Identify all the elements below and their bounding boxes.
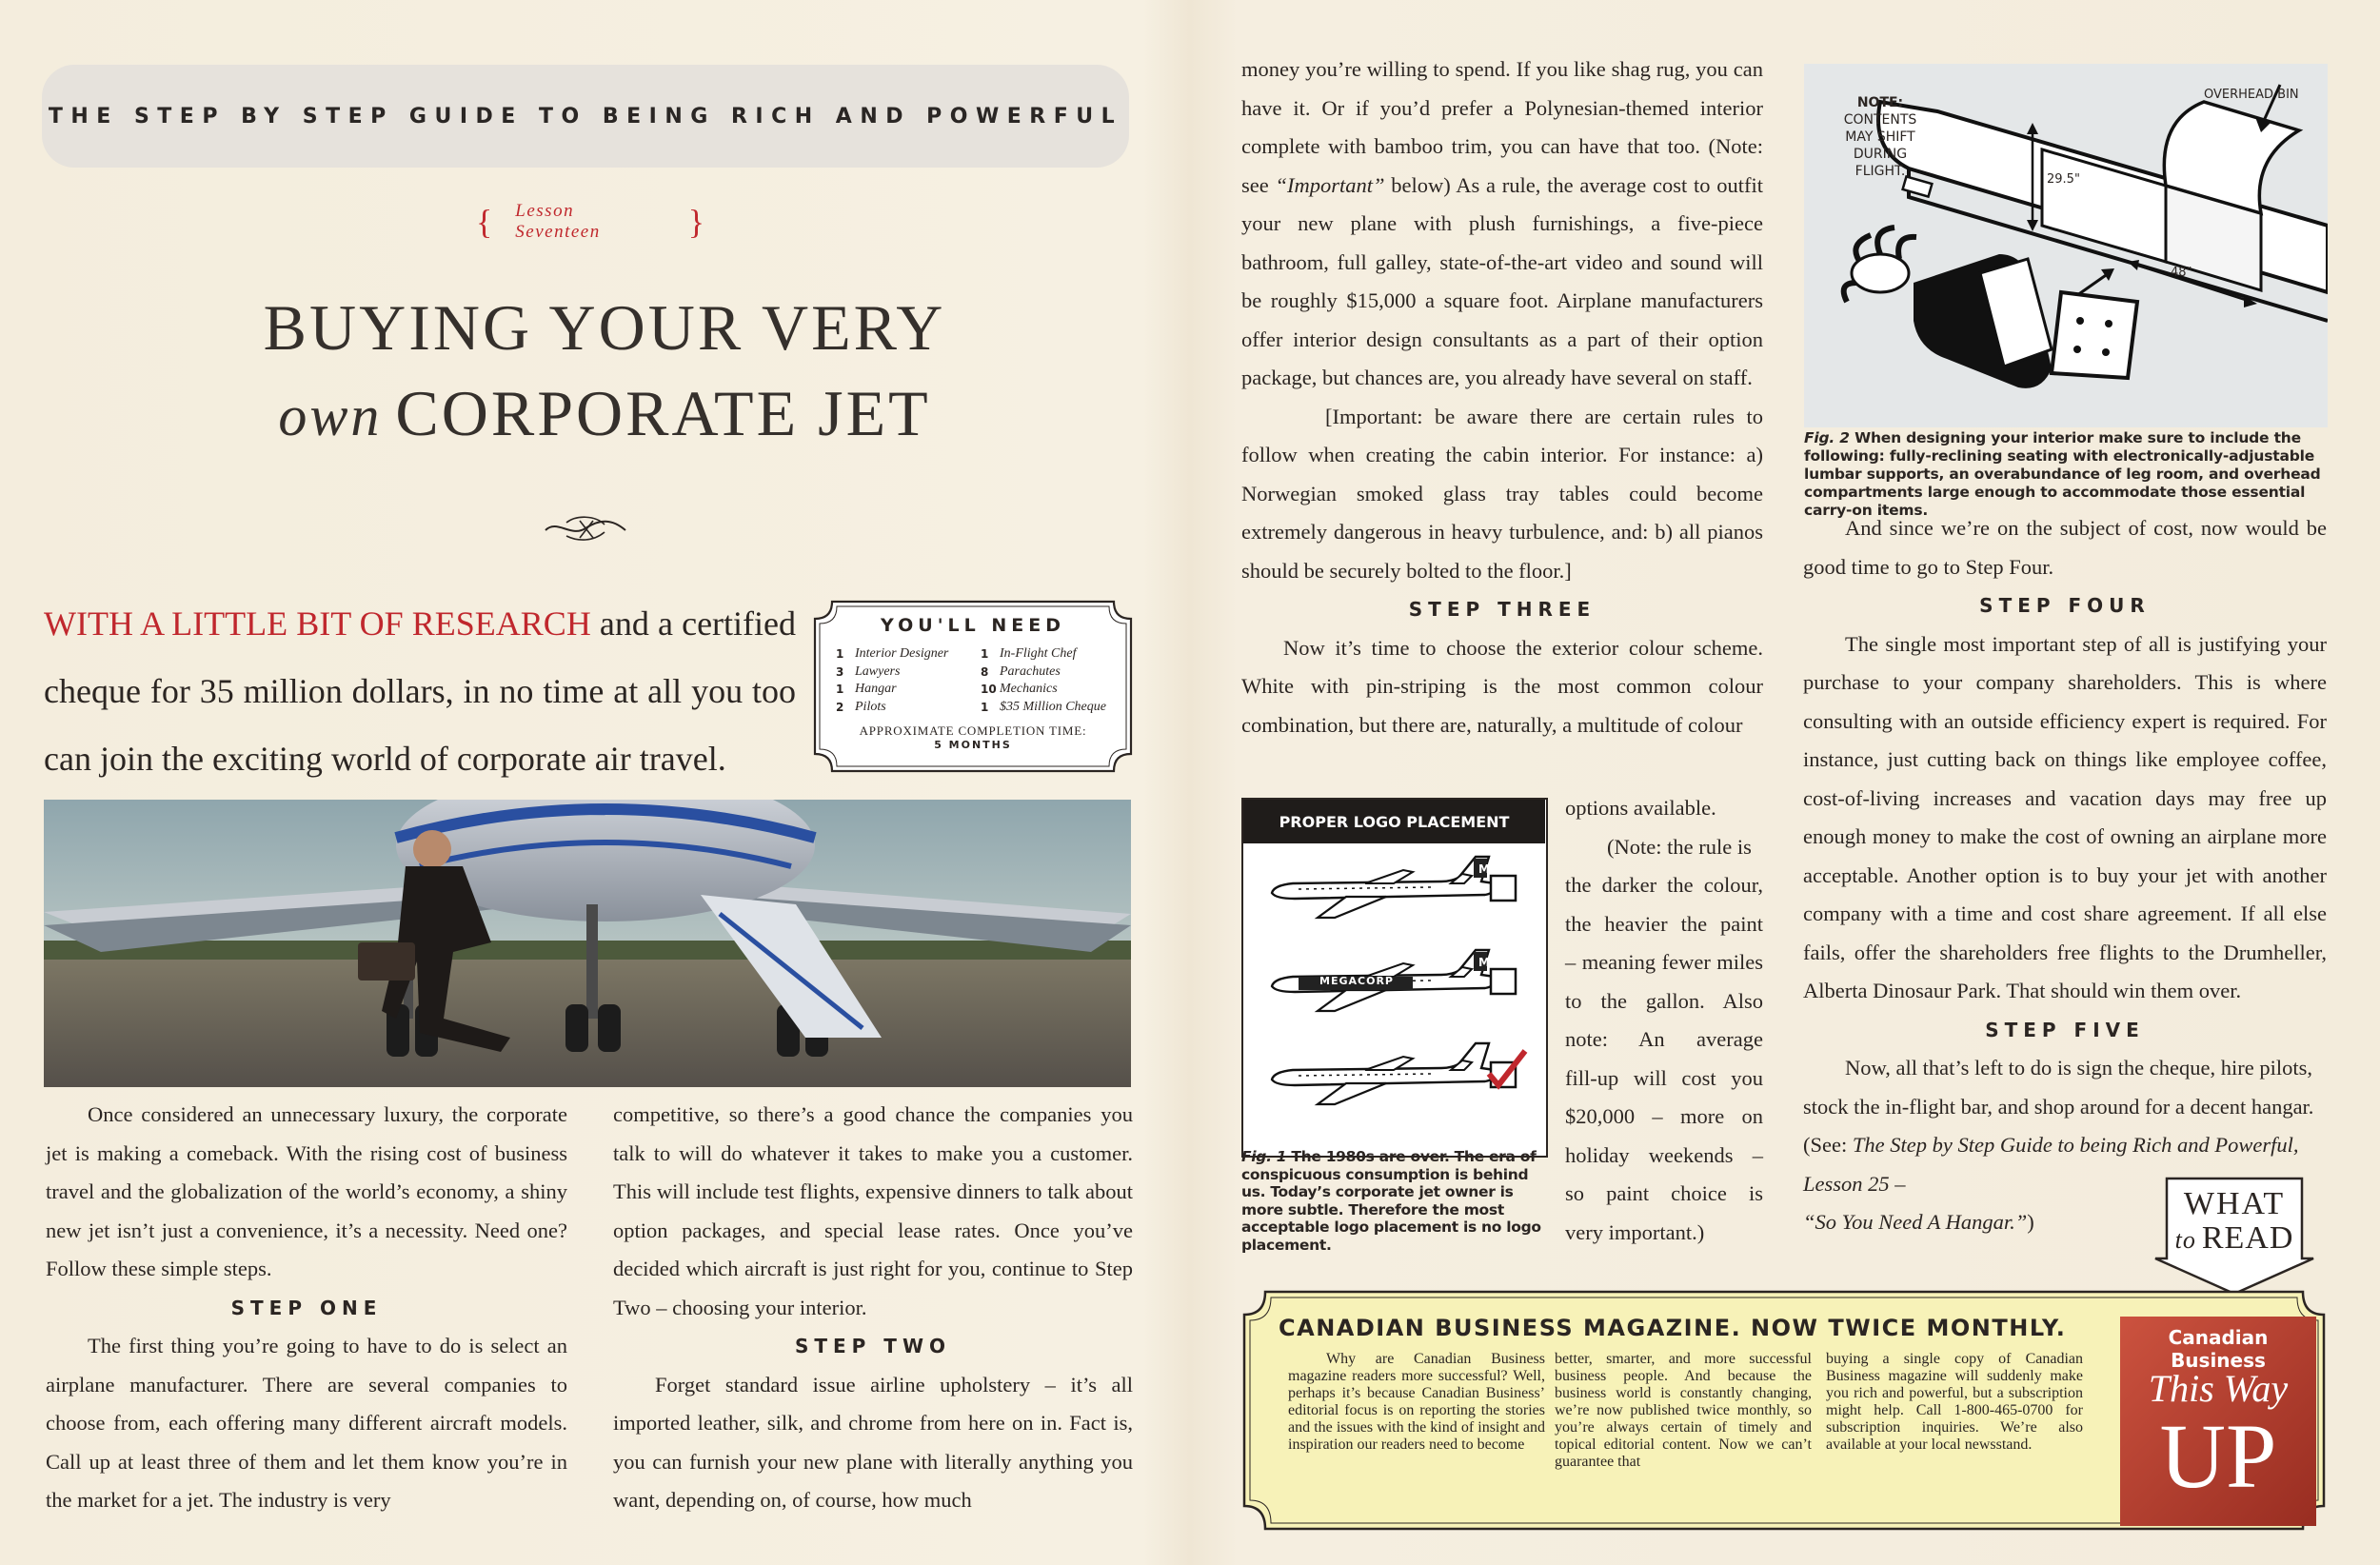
list-item: 1 Interior Designer — [836, 646, 949, 661]
what-text: WHAT — [2183, 1186, 2286, 1221]
text-line: options available. — [1565, 796, 1716, 820]
list-item: 10 Mechanics — [981, 682, 1058, 696]
youll-need-left-list — [836, 645, 948, 716]
step-two-heading: STEP TWO — [794, 1335, 952, 1357]
paragraph: Now it’s time to choose the exterior colour scheme. White with pin-striping is the most common colour combination, but there are, naturally, a multitude of colour — [1241, 635, 1763, 737]
paragraph: Once considered an unnecessary luxury, the corporate jet is making a comeback. With the rising cost of business travel and the globalization of the world’s economy, a shiny new jet isn’t just a convenience, it’s a necessity. Need one? Follow these simple steps. — [46, 1102, 567, 1280]
text-line: note: An average — [1565, 1027, 1763, 1051]
article-column-4 — [1803, 509, 2327, 1242]
fig2-caption: Fig. 2 When designing your interior make sure to include the following: fully-reclining seating with electronically-adjustable lumbar supports, an overabundance of leg room, and overhead compartments large enough to accommodate those essential carry-on items. — [1804, 429, 2321, 519]
canadian-business-ad — [1240, 1288, 2328, 1533]
list-item: 8 Parachutes — [981, 664, 1061, 679]
ad-column-1: Why are Canadian Business magazine readers more successful? Well, perhaps it’s because Canadian Business’ editorial focus is on reporting the stories and the issues with the kind of insight and inspiration our readers need to become — [1288, 1351, 1545, 1453]
completion-value: 5 MONTHS — [934, 739, 1012, 751]
paragraph: Now, all that’s left to do is sign the cheque, hire pilots, stock the in-flight bar, and shop around for a decent hangar. (See: The Step by Step Guide to being Rich and Powerful, Lesson 25 – “So You Need A Hangar.”) — [1803, 1056, 2314, 1234]
cover-brand: Canadian Business — [2168, 1326, 2269, 1372]
ad-column-3: buying a single copy of Canadian Business magazine will suddenly make you rich and powerful, but a subscription might help. Call 1-800-465-0700 for subscription inquiries. We’re also available at your local newsstand. — [1826, 1351, 2083, 1453]
text-line: very important.) — [1565, 1219, 1705, 1244]
cover-line-1: This Way — [2148, 1367, 2289, 1410]
fig2-note: NOTE: CONTENTS MAY SHIFT DURING FLIGHT. — [1843, 95, 1917, 179]
read-text: to READ — [2174, 1220, 2294, 1256]
magazine-cover — [2120, 1317, 2316, 1526]
text-line: holiday weekends – — [1565, 1142, 1763, 1167]
ad-headline: CANADIAN BUSINESS MAGAZINE. NOW TWICE MONTHLY. — [1279, 1315, 2067, 1341]
step-one-heading: STEP ONE — [230, 1296, 383, 1319]
intro-paragraph — [44, 590, 796, 793]
intro-lead: WITH A LITTLE BIT OF RESEARCH — [44, 604, 591, 643]
text-line: fill-up will cost you — [1565, 1065, 1763, 1090]
left-brace-icon: { — [476, 203, 493, 241]
text-line: so paint choice is — [1565, 1181, 1763, 1205]
paragraph: Forget standard issue airline upholstery – it’s all imported leather, silk, and chrome from here on in. Fact is, you can furnish your new plane with literally anything you want, depending on, of course, how much — [613, 1372, 1133, 1512]
list-item: 2 Pilots — [836, 699, 886, 714]
logo-placement-figure — [1241, 798, 1548, 1158]
lesson-label — [476, 200, 704, 244]
headline-line-2 — [57, 376, 1152, 451]
tail-logo-letter: M — [1478, 862, 1490, 876]
completion-label: APPROXIMATE COMPLETION TIME: — [859, 723, 1087, 738]
plane-no-logo — [1272, 1043, 1495, 1104]
tail-logo-letter: M — [1478, 956, 1490, 969]
youll-need-right-list — [981, 645, 1106, 716]
ornament-flourish-icon — [538, 509, 633, 547]
paragraph: The single most important step of all is justifying your purchase to your company shareholders. This is where consulting with an outside efficiency expert is required. For instance, just cutting back on things like employee coffee, cost-of-living increases and vacation days may free up enough money to make the cost of owning an airplane more acceptable. Another option is to buy your jet with another company with a time and cost share agreement. If all else fails, offer the shareholders free flights to the Drumheller, Alberta Dinosaur Park. That should win them over. — [1803, 631, 2327, 1002]
article-column-2 — [613, 1096, 1133, 1520]
lesson-text: Lesson Seventeen — [515, 201, 601, 242]
option-checkbox — [1491, 969, 1516, 994]
height-dimension: 29.5" — [2047, 172, 2080, 187]
fuselage-logo-text: MEGACORP — [1319, 975, 1394, 987]
jet-photo — [44, 800, 1131, 1087]
text-line: the darker the colour, — [1565, 873, 1763, 897]
headline-line-1: BUYING YOUR VERY — [263, 291, 946, 364]
step-four-heading: STEP FOUR — [1979, 594, 2151, 617]
youll-need-box — [811, 598, 1135, 775]
youll-need-heading: YOU'LL NEED — [881, 615, 1065, 636]
article-column-1 — [46, 1096, 567, 1520]
overhead-bin-illustration — [1804, 64, 2328, 427]
intro-rest: and a certified cheque for 35 million dollars, in no time at all you too can join the exciting world of corporate air travel. — [44, 604, 797, 778]
what-to-read-arrow — [2153, 1177, 2315, 1296]
fig1-caption: Fig. 1 The 1980s are over. The era of conspicuous consumption is behind us. Today’s corporate jet owner is more subtle. Therefore the most acceptable logo placement is no logo placement. — [1241, 1148, 1541, 1254]
text-line: $20,000 – more on — [1565, 1104, 1763, 1128]
right-brace-icon: } — [687, 203, 705, 241]
list-item: 3 Lawyers — [836, 664, 901, 679]
headline-own: own — [278, 385, 383, 447]
plane-tail-logo — [1272, 857, 1495, 918]
paragraph: money you’re willing to spend. If you like shag rug, you can have it. Or if you’d prefer a Polynesian-themed interior complete with bamboo trim, you can have that too. (Note: see “Important” below) As a rule, the average cost to outfit your new plane with plush furnishings, a five-piece bathroom, full galley, state-of-the-art video and sound will be roughly $15,000 a square foot. Airplane manufacturers offer interior design consultants as a part of their option package, but chances are, you already have several on staff. — [1241, 57, 1763, 389]
text-line: (Note: the rule is — [1607, 834, 1752, 859]
fig1-header: PROPER LOGO PLACEMENT — [1243, 800, 1545, 843]
completion-time — [811, 723, 1135, 752]
text-line: the heavier the paint — [1565, 911, 1763, 936]
option-checkbox — [1491, 876, 1516, 901]
paragraph: The first thing you’re going to have to do is select an airplane manufacturer. There are several companies to choose from, each offering many different aircraft models. Call up at least three of them and let them know you’re in the market for a jet. The industry is very — [46, 1334, 567, 1512]
list-item: 1 In-Flight Chef — [981, 646, 1077, 661]
headline-line-2-rest: CORPORATE JET — [395, 377, 931, 449]
list-item: 1 Hangar — [836, 682, 897, 696]
paragraph-important: [Important: be aware there are certain rules to follow when creating the cabin interior. For instance: a) Norwegian smoked glass tray tables could become extremely dangerous in heavy turbulence, and: b) all pianos should be securely bolted to the floor.] — [1241, 404, 1763, 583]
article-column-3-side — [1565, 789, 1763, 1252]
text-line: to the gallon. Also — [1565, 988, 1763, 1013]
cover-line-2: UP — [2159, 1405, 2277, 1507]
bin-label: OVERHEAD BIN — [2204, 88, 2299, 102]
step-three-heading: STEP THREE — [1408, 598, 1597, 621]
step-five-heading: STEP FIVE — [1985, 1018, 2145, 1041]
series-banner-text: THE STEP BY STEP GUIDE TO BEING RICH AND POWERFUL — [48, 104, 1123, 129]
ad-column-2: better, smarter, and more successful business people. And because the business world is constantly changing, we’re now published twice monthly, so you’re always certain of timely and topical editorial content. Now we can’t guarantee that — [1555, 1351, 1812, 1470]
series-banner — [42, 65, 1129, 168]
article-column-3 — [1241, 50, 1763, 744]
paragraph: And since we’re on the subject of cost, now would be good time to go to Step Four. — [1803, 516, 2327, 579]
text-line: – meaning fewer miles — [1565, 950, 1763, 974]
list-item: 1 $35 Million Cheque — [981, 699, 1106, 714]
width-dimension: 48" — [2171, 266, 2192, 280]
paragraph: competitive, so there’s a good chance the companies you talk to will do whatever it takes to make you a customer. This will include test flights, expensive dinners to talk about option packages, and special lease rates. Once you’ve decided which aircraft is just right for you, continue to Step Two – choosing your interior. — [613, 1102, 1133, 1319]
